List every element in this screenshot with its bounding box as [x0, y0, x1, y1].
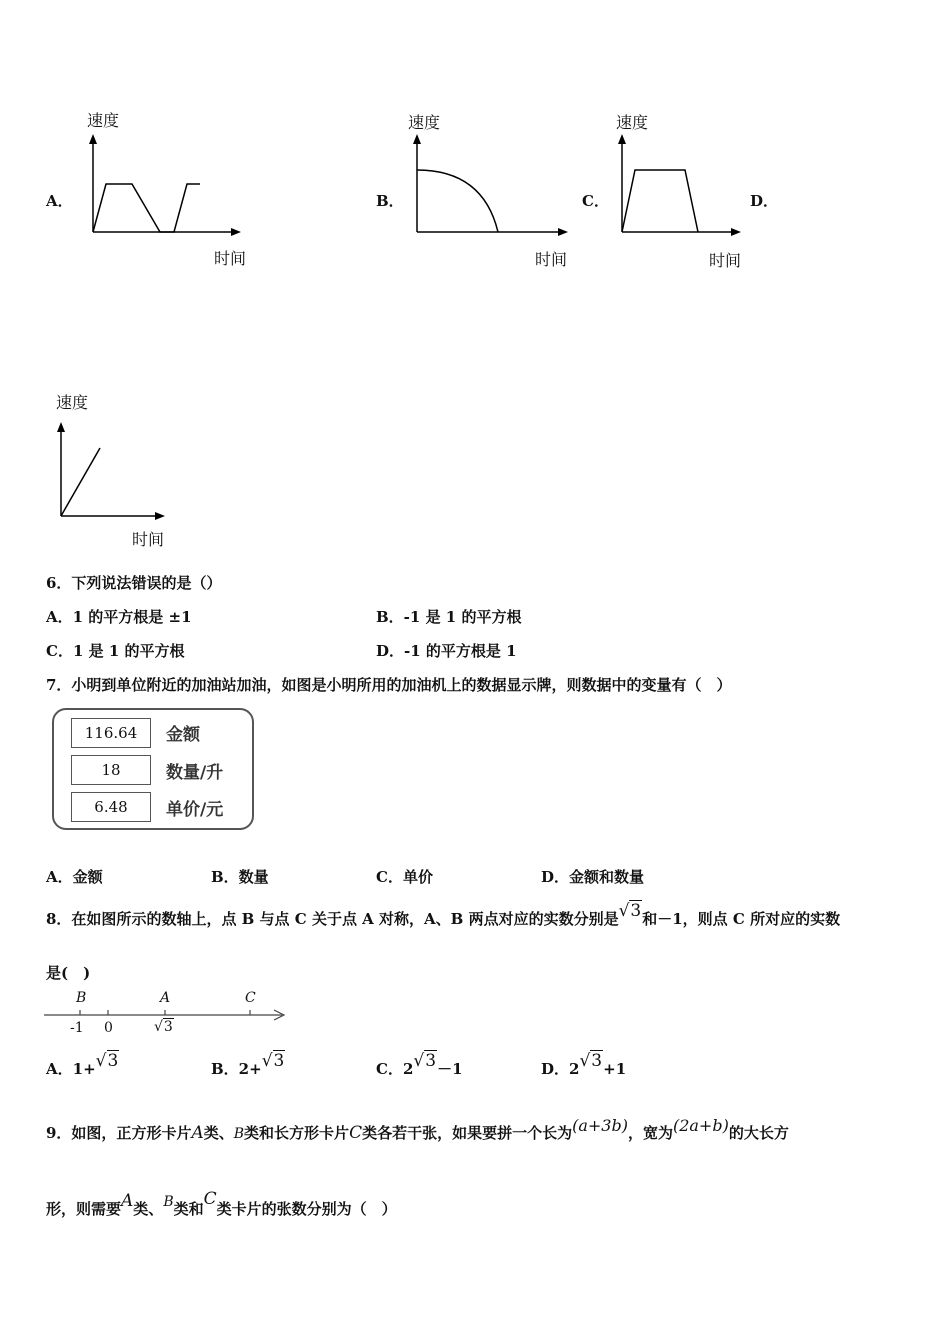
q8-stem-a: 8．在如图所示的数轴上，点 B 与点 C 关于点 A 对称，A、B 两点对应的实数分别是: [46, 910, 619, 928]
q8-option-c-suffix: －1: [437, 1060, 463, 1078]
q8-stem-line2: 是( ): [46, 964, 91, 982]
q9-text-8: 类和: [173, 1200, 204, 1218]
fuel-pump-display: [52, 708, 254, 830]
q6-option-c: C．1 是 1 的平方根: [46, 642, 185, 660]
q9-stem-line1: [46, 1116, 789, 1143]
q9-var-a-2: A: [121, 1191, 134, 1211]
pump-price-label: 单价/元: [166, 800, 224, 820]
graph-b-xlabel: 时间: [535, 250, 568, 269]
q7-option-b: B．数量: [211, 868, 269, 886]
q6-option-b: B．-1 是 1 的平方根: [376, 608, 522, 626]
q7-option-c: C．单价: [376, 868, 433, 886]
q6-option-d: D．-1 的平方根是 1: [376, 642, 517, 660]
q6-stem: 6．下列说法错误的是（）: [46, 574, 222, 592]
q9-var-b-2: B: [163, 1194, 174, 1210]
q8-option-a-prefix: A．1+: [46, 1060, 96, 1078]
q8-sqrt3: √3: [618, 901, 642, 921]
q8-stem-b: 和－1，则点 C 所对应的实数: [642, 910, 841, 928]
graph-c-xlabel: 时间: [709, 251, 742, 270]
pump-amount-label: 金额: [166, 725, 200, 745]
q9-length-expr: (a+3b): [572, 1116, 628, 1135]
q7-option-a: A．金额: [46, 868, 103, 886]
q7-stem: 7．小明到单位附近的加油站加油，如图是小明所用的加油机上的数据显示牌，则数据中的变量有（ ）: [46, 676, 732, 694]
q9-stem-line2: [46, 1189, 397, 1219]
point-c-label: C: [245, 990, 256, 1006]
q8-sqrt3-radicand: 3: [630, 901, 642, 921]
q7-option-d: D．金额和数量: [541, 868, 645, 886]
tick-zero-label: 0: [104, 1020, 113, 1036]
option-c-letter: C．: [582, 192, 609, 210]
q8-option-d-suffix: +1: [603, 1060, 627, 1078]
q9-text-5: 的大长方: [728, 1124, 789, 1142]
q9-text-9: 类卡片的张数分别为（ ）: [216, 1200, 397, 1218]
graph-d-ylabel: 速度: [56, 393, 89, 412]
tick-sqrt3-label: √3: [154, 1019, 173, 1035]
pump-quantity-label: 数量/升: [166, 763, 224, 783]
q8-option-b-sqrt: √3: [261, 1051, 285, 1071]
graph-a-ylabel: 速度: [87, 111, 120, 130]
option-b-letter: B．: [376, 192, 404, 210]
q8-option-d: [541, 1051, 627, 1079]
number-line: [44, 990, 294, 1042]
q9-text-4: ，宽为: [627, 1124, 673, 1142]
q8-option-b: [211, 1051, 285, 1079]
graph-c-ylabel: 速度: [616, 113, 649, 132]
q8-option-c-radicand: 3: [425, 1051, 437, 1071]
q8-option-a-sqrt: √3: [95, 1051, 119, 1071]
q8-option-a-radicand: 3: [107, 1051, 119, 1071]
graph-b: [405, 108, 580, 273]
graph-a-xlabel: 时间: [214, 249, 247, 268]
q8-option-d-prefix: D．2: [541, 1060, 580, 1078]
q8-option-c-prefix: C．2: [376, 1060, 414, 1078]
point-a-label: A: [160, 990, 171, 1006]
q8-option-a: [46, 1051, 119, 1079]
graph-d: [52, 388, 182, 548]
point-b-label: B: [76, 990, 87, 1006]
q8-option-d-sqrt: √3: [579, 1051, 603, 1071]
graph-c: [612, 108, 752, 273]
q6-option-a: A．1 的平方根是 ±1: [46, 608, 192, 626]
graph-b-ylabel: 速度: [408, 113, 441, 132]
q9-var-a: A: [191, 1123, 204, 1143]
pump-amount-value: 116.64: [71, 718, 151, 748]
q9-text-6: 形，则需要: [46, 1200, 122, 1218]
pump-quantity-value: 18: [71, 755, 151, 785]
q9-width-expr: (2a+b): [672, 1116, 729, 1135]
q8-option-c-sqrt: √3: [413, 1051, 437, 1071]
pump-price-value: 6.48: [71, 792, 151, 822]
option-d-letter: D．: [750, 192, 779, 210]
q8-option-d-radicand: 3: [591, 1051, 603, 1071]
tick-sqrt3-radicand: 3: [163, 1019, 173, 1035]
tick-neg1-label: -1: [70, 1020, 84, 1036]
q8-option-b-radicand: 3: [273, 1051, 285, 1071]
option-a-letter: A．: [46, 192, 73, 210]
q9-text-3: 类各若干张，如果要拼一个长为: [362, 1124, 573, 1142]
q9-text-7: 类、: [133, 1200, 164, 1218]
q9-text-a: 9．如图，正方形卡片: [46, 1124, 192, 1142]
q9-text-2: 类和长方形卡片: [244, 1124, 350, 1142]
q8-stem-line1: [46, 901, 841, 929]
q9-text-1: 类、: [203, 1124, 234, 1142]
q9-var-c-2: C: [203, 1189, 217, 1209]
q9-var-b: B: [233, 1126, 245, 1142]
q9-var-c: C: [349, 1123, 363, 1143]
q8-option-b-prefix: B．2+: [211, 1060, 262, 1078]
graph-a: [84, 108, 254, 273]
graph-d-xlabel: 时间: [132, 530, 165, 549]
q8-option-c: [376, 1051, 463, 1079]
